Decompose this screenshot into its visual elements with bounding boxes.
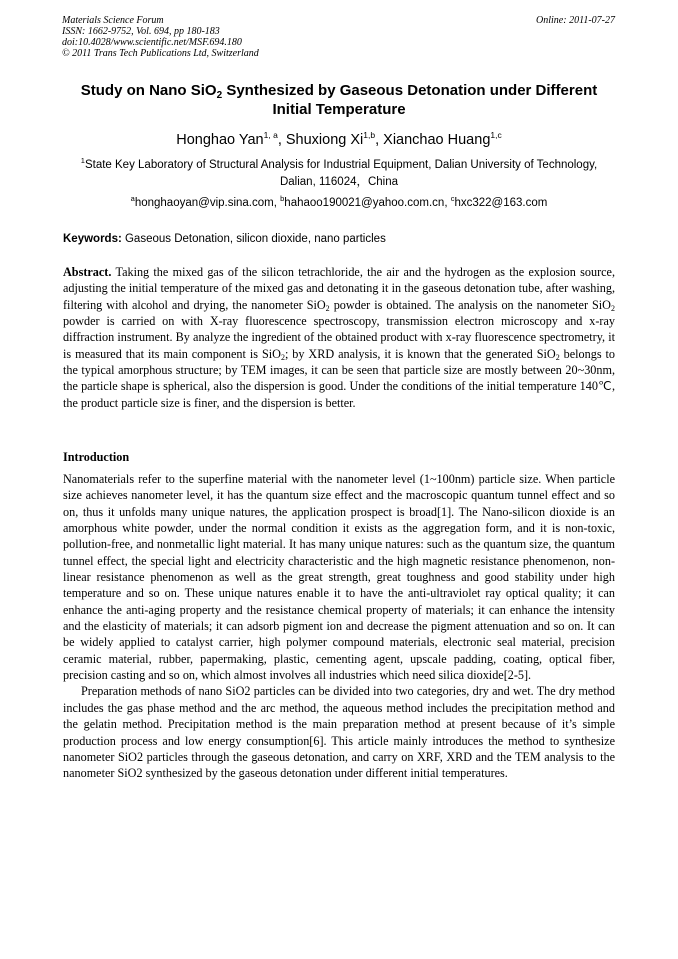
online-date: Online: 2011-07-27 [536,15,615,26]
copyright-line: © 2011 Trans Tech Publications Ltd, Switzerland [62,48,259,59]
email-list [62,196,616,211]
author-affiliation-mark: 1,b [363,130,376,140]
author-name: Honghao Yan [176,132,264,148]
doi-line: doi:10.4028/www.scientific.net/MSF.694.180 [62,37,242,48]
keywords-label: Keywords: [63,233,122,245]
issn-line: ISSN: 1662-9752, Vol. 694, pp 180-183 [62,26,220,37]
abstract-text: belongs to the typical amorphous structure; by TEM images, it can be seen that particle size are mostly between 20~30nm, the particle shape is spherical, also the dispersion is good. Under the conditions of the initial temperature 140℃, the product particle size is finer, and the dispersion is better. [63,346,615,410]
abstract-text: Taking the mixed gas of the silicon tetrachloride, the air and the hydrogen as the explosion source, adjusting the initial temperature of the mixed gas and detonating it in the gaseous detonation tube, after washing, filtering with alcohol and drying, the nanometer SiO [63,265,615,312]
introduction-body [63,471,615,782]
email-address: hahaoo190021@yahoo.com.cn [284,197,445,209]
subscript: 2 [280,352,285,362]
title-subscript: 2 [216,90,223,101]
abstract-text: ; by XRD analysis, it is known that the generated SiO [284,346,556,361]
author-name: Shuxiong Xi [285,132,364,148]
section-heading-introduction: Introduction [63,450,130,464]
keywords [63,232,617,247]
email-address: hxc322@163.com [454,197,548,209]
subscript: 2 [610,303,615,313]
abstract [63,264,615,411]
author-list [62,131,616,149]
journal-name: Materials Science Forum [62,15,164,26]
paragraph: Preparation methods of nano SiO2 particles can be divided into two categories, dry and wet. The dry method includes the gas phase method and the arc method, the aqueous method includes the precipitation method and the gelatin method. Precipitation method is the main preparation method at present because of it’s simple production process and low energy consumption[6]. This article mainly introduces the method to synthesize nanometer SiO2 particles through the gaseous detonation, and carry on XRF, XRD and the TEM analysis to the nanometer SiO2 synthesized by the gaseous detonation under different initial temperatures. [63,684,615,781]
author-affiliation-mark: 1, a [263,130,278,140]
email-mark: a [130,194,135,203]
author-affiliation-mark: 1,c [490,130,502,140]
affiliation [62,157,616,191]
subscript: 2 [555,352,560,362]
author-separator: , [375,132,384,148]
paragraph: Nanomaterials refer to the superfine material with the nanometer level (1~100nm) particle size. When particle size achieves nanometer level, it has the quantum size effect and the macroscopic quantum tunnel effect and so on, thus it unfolds many unique natures, the application prospect is broad[1]. The Nano-silicon dioxide is an amorphous white powder, under the normal condition it exists as the aggregation form, and it is non-toxic, pollution-free, and nonmetallic light material. It has many unique natures: such as the quantum size, the quantum tunnel effect, the special light and electricity characteristic and the high magnetic resistance phenomenon, non-linear resistance phenomenon as well as the great strength, great toughness and good stability under high temperature and so on. These unique natures enable it to have the anti-ultraviolet ray optical quality; it can enhance the anti-aging property and the resistance chemical property of materials; it can enhance the intensity and the elasticity of materials; it can adsorb pigment ion and decrease the pigment attenuation and so on. It can be widely applied to catalyst carrier, high polymer compound materials, electronic seal material, precision ceramic material, rubber, papermaking, plastic, cementing agent, upscale padding, coating, optical fiber, precision casting and so on, which almost involves all industries which need silica dioxide[2-5]. [63,472,615,683]
title-part-2: Synthesized by Gaseous Detonation under Different Initial Temperature [222,82,598,118]
affiliation-mark: 1 [80,156,85,165]
author-separator: , [277,132,286,148]
title-part-1: Study on Nano SiO [80,82,217,99]
email-separator: , [273,197,281,209]
email-address: honghaoyan@vip.sina.com [134,197,274,209]
abstract-text: powder is obtained. The analysis on the nanometer SiO [329,297,611,312]
abstract-text: powder is carried on with X-ray fluorescence spectroscopy, transmission electron microscopy and x-ray diffraction instrument. By analyze the ingredient of the obtained product with x-ray fluorescence spectrometry, it is measured that its main component is SiO [63,314,615,361]
keywords-text: Gaseous Detonation, silicon dioxide, nano particles [121,233,386,245]
email-mark: b [280,194,285,203]
paper-title [62,81,616,119]
abstract-label: Abstract. [63,265,112,279]
email-separator: , [444,197,451,209]
subscript: 2 [325,303,330,313]
author-name: Xianchao Huang [383,132,491,148]
email-mark: c [450,194,455,203]
journal-header [62,15,259,59]
affiliation-text: State Key Laboratory of Structural Analysis for Industrial Equipment, Dalian University of Technology, Dalian, 116024，China [84,159,598,188]
